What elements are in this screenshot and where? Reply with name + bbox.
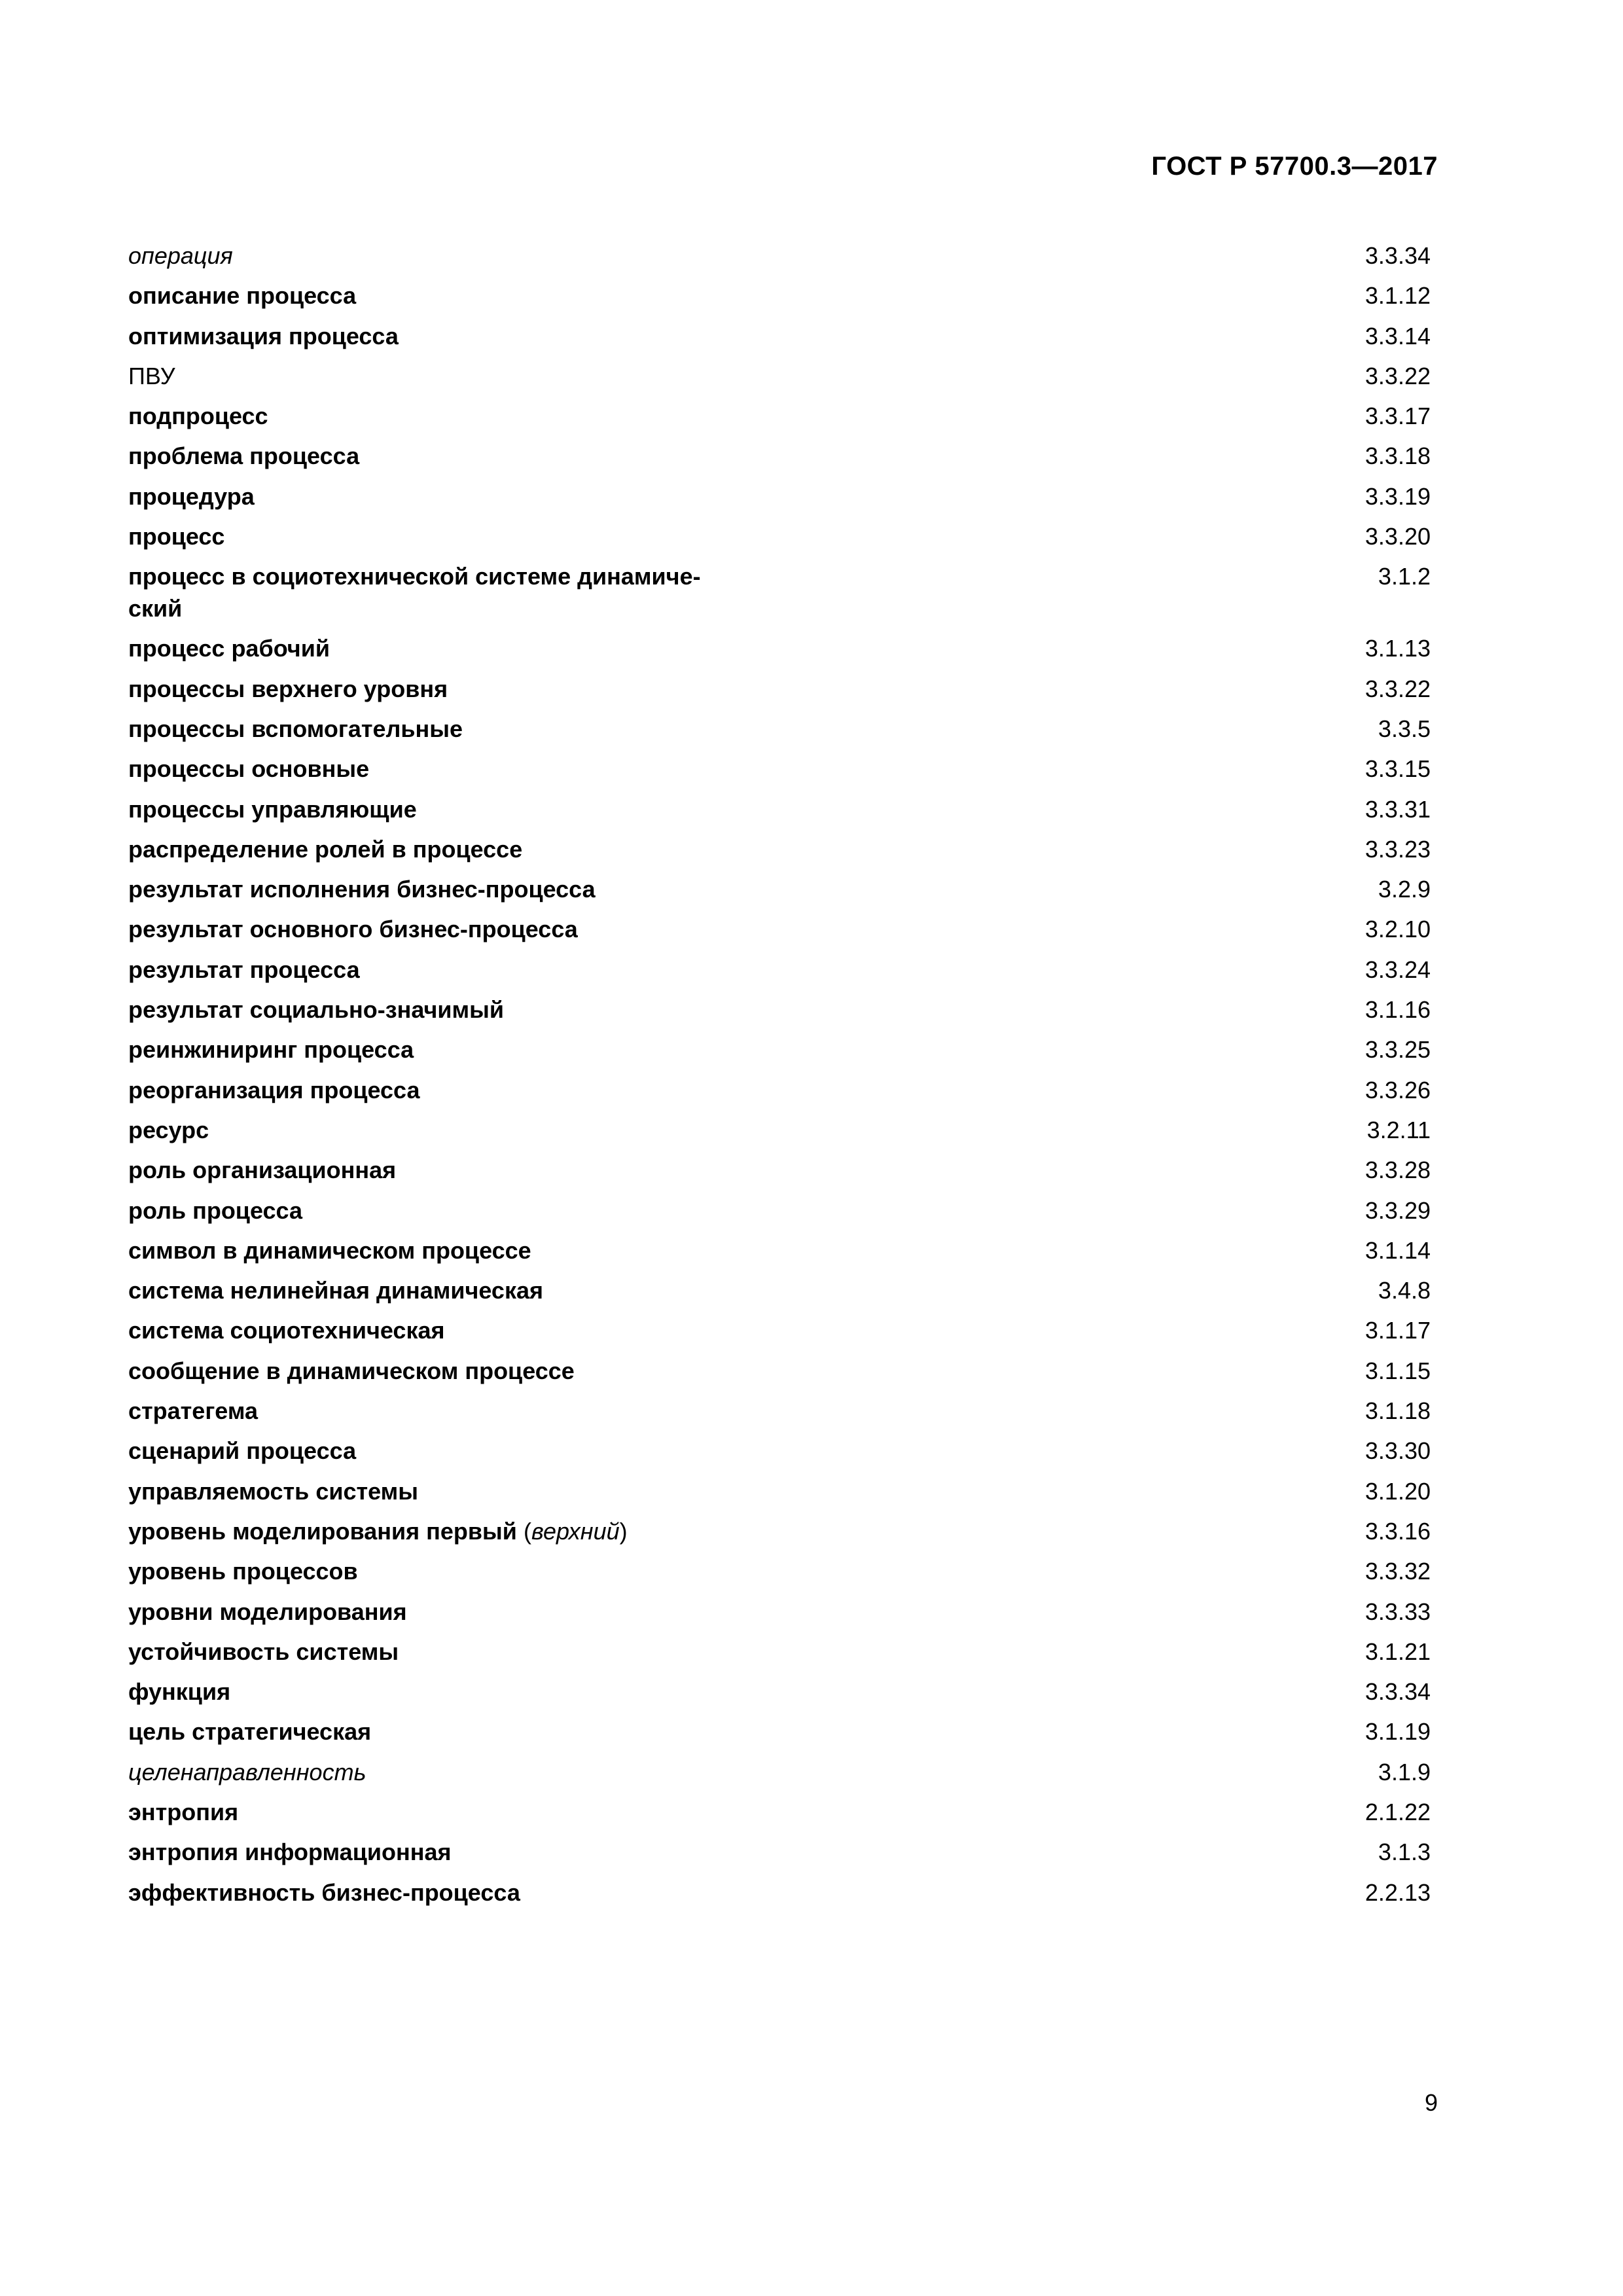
index-term: цель стратегическая: [128, 1718, 372, 1746]
index-reference: 3.1.14: [1364, 1236, 1431, 1264]
index-term: энтропия: [128, 1798, 239, 1825]
index-reference: 3.3.5: [1378, 715, 1431, 742]
index-reference: 3.1.2: [1378, 563, 1431, 590]
index-term: система социотехническая: [128, 1317, 445, 1344]
index-row: [128, 1110, 1431, 1150]
index-reference: 3.3.16: [1364, 1517, 1431, 1545]
index-term: реинжиниринг процесса: [128, 1036, 414, 1064]
index-row: [128, 749, 1431, 789]
index-row: [128, 1511, 1431, 1551]
index-reference: 3.3.26: [1364, 1076, 1431, 1103]
index-reference: 3.1.13: [1364, 635, 1431, 662]
index-reference: 3.3.20: [1364, 523, 1431, 550]
index-reference: 3.2.11: [1366, 1116, 1431, 1143]
index-term: результат основного бизнес-процесса: [128, 916, 578, 943]
index-row: [128, 1672, 1431, 1712]
index-row: [128, 476, 1431, 516]
index-row: [128, 436, 1431, 476]
index-reference: 2.1.22: [1364, 1798, 1431, 1825]
index-reference: 3.3.15: [1364, 755, 1431, 783]
index-term: ресурс: [128, 1116, 209, 1143]
index-reference: 2.2.13: [1364, 1878, 1431, 1906]
index-term: роль организационная: [128, 1157, 397, 1184]
index-reference: 3.1.20: [1364, 1477, 1431, 1505]
index-term: уровни моделирования: [128, 1598, 407, 1625]
index-row: [128, 669, 1431, 709]
index-reference: 3.3.19: [1364, 482, 1431, 510]
index-reference: 3.1.15: [1364, 1357, 1431, 1384]
index-reference: 3.1.3: [1378, 1839, 1431, 1866]
index-term: процессы верхнего уровня: [128, 675, 448, 702]
index-term: энтропия информационная: [128, 1839, 452, 1866]
index-term: реорганизация процесса: [128, 1076, 420, 1103]
index-reference: 3.4.8: [1378, 1277, 1431, 1304]
index-term: [128, 1511, 757, 1547]
index-row: [128, 1471, 1431, 1511]
index-term: результат процесса: [128, 956, 360, 983]
index-reference: 3.3.34: [1364, 1678, 1431, 1706]
index-reference: 3.3.24: [1364, 956, 1431, 983]
index-term: процесс: [128, 523, 225, 550]
index-reference: 3.1.17: [1364, 1317, 1431, 1344]
page-number: 9: [1424, 2089, 1438, 2116]
index-term: процессы управляющие: [128, 795, 417, 823]
index-row: [128, 909, 1431, 949]
index-term: описание процесса: [128, 282, 357, 310]
index-reference: 3.3.32: [1364, 1558, 1431, 1585]
index-reference: 3.3.17: [1364, 403, 1431, 430]
index-term: система нелинейная динамическая: [128, 1277, 543, 1304]
index-term-paren-close: ): [619, 1517, 628, 1545]
index-reference: 3.1.9: [1378, 1758, 1431, 1785]
index-row: [128, 316, 1431, 356]
index-term-main: уровень моделирования первый: [128, 1517, 517, 1545]
index-row: [128, 709, 1431, 749]
index-term-line-2: ский: [128, 595, 183, 622]
index-reference: 3.3.28: [1364, 1157, 1431, 1184]
index-term: уровень процессов: [128, 1558, 358, 1585]
index-row: [128, 556, 1431, 628]
index-reference: 3.3.14: [1364, 322, 1431, 350]
index-term: управляемость системы: [128, 1477, 419, 1505]
index-reference: 3.1.19: [1364, 1718, 1431, 1746]
index-row: [128, 628, 1431, 668]
index-term: сообщение в динамическом процессе: [128, 1357, 575, 1384]
index-reference: 3.2.9: [1378, 876, 1431, 903]
index-term: операция: [128, 242, 233, 269]
index-row: [128, 1592, 1431, 1632]
index-row: [128, 1030, 1431, 1069]
index-row: [128, 1191, 1431, 1230]
index-row: [128, 276, 1431, 315]
index-term: процесс рабочий: [128, 635, 330, 662]
index-row: [128, 1230, 1431, 1270]
index-row: [128, 950, 1431, 990]
index-term-qualifier: верхний: [531, 1517, 620, 1545]
index-row: [128, 1551, 1431, 1591]
index-row: [128, 1070, 1431, 1110]
index-reference: 3.3.31: [1364, 795, 1431, 823]
index-reference: 3.1.16: [1364, 996, 1431, 1024]
index-term: стратегема: [128, 1397, 259, 1425]
index-row: [128, 1150, 1431, 1190]
index-reference: 3.1.12: [1364, 282, 1431, 310]
index-term: проблема процесса: [128, 442, 360, 470]
index-row: [128, 1632, 1431, 1672]
index-row: [128, 1310, 1431, 1350]
index-term: процессы вспомогательные: [128, 715, 463, 742]
document-header-title: ГОСТ Р 57700.3—2017: [1151, 152, 1438, 181]
index-row: [128, 1270, 1431, 1310]
index-reference: 3.3.33: [1364, 1598, 1431, 1625]
index-row: [128, 356, 1431, 396]
index-row: [128, 1351, 1431, 1391]
index-reference: 3.3.22: [1364, 362, 1431, 389]
index-term: подпроцесс: [128, 403, 268, 430]
index-term: роль процесса: [128, 1196, 302, 1224]
index-term: результат социально-значимый: [128, 996, 504, 1024]
index-reference: 3.1.21: [1364, 1638, 1431, 1665]
index-reference: 3.2.10: [1364, 916, 1431, 943]
index-row: [128, 1832, 1431, 1872]
index-row: [128, 396, 1431, 436]
index-row: [128, 1712, 1431, 1751]
index-reference: 3.3.25: [1364, 1036, 1431, 1064]
index-term: результат исполнения бизнес-процесса: [128, 876, 596, 903]
index-term: оптимизация процесса: [128, 322, 399, 350]
index-reference: 3.3.18: [1364, 442, 1431, 470]
index-row: [128, 789, 1431, 829]
index-reference: 3.3.30: [1364, 1437, 1431, 1465]
index-row: [128, 516, 1431, 556]
index-term: сценарий процесса: [128, 1437, 357, 1465]
index-row: [128, 1873, 1431, 1912]
index-term: процедура: [128, 482, 255, 510]
index-row: [128, 990, 1431, 1030]
index-term: [128, 556, 757, 624]
index-term: распределение ролей в процессе: [128, 835, 523, 863]
index-row: [128, 1391, 1431, 1431]
index-row: [128, 869, 1431, 909]
index-row: [128, 1752, 1431, 1792]
index-row: [128, 1792, 1431, 1832]
alphabetical-term-index: [128, 236, 1431, 1912]
index-reference: 3.3.29: [1364, 1196, 1431, 1224]
index-reference: 3.3.23: [1364, 835, 1431, 863]
index-term: функция: [128, 1678, 231, 1706]
index-reference: 3.3.34: [1364, 242, 1431, 269]
index-term: эффективность бизнес-процесса: [128, 1878, 520, 1906]
index-row: [128, 236, 1431, 276]
index-term: ПВУ: [128, 362, 175, 389]
index-term: целенаправленность: [128, 1758, 366, 1785]
index-row: [128, 829, 1431, 869]
index-reference: 3.3.22: [1364, 675, 1431, 702]
index-term: процессы основные: [128, 755, 370, 783]
index-term: символ в динамическом процессе: [128, 1236, 531, 1264]
index-reference: 3.1.18: [1364, 1397, 1431, 1425]
index-term: устойчивость системы: [128, 1638, 399, 1665]
index-term-paren-open: (: [516, 1517, 531, 1545]
index-row: [128, 1431, 1431, 1471]
index-term-line-1: процесс в социотехнической системе динамиче-: [128, 563, 701, 590]
